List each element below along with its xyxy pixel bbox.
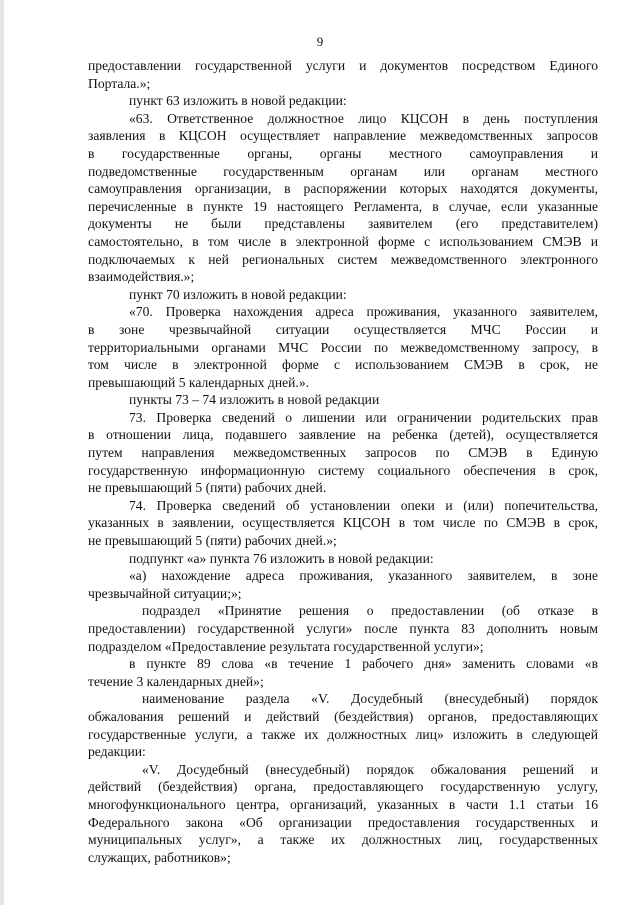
text-line: наименование раздела «V. Досудебный (внесудебный) порядок <box>142 691 598 707</box>
text-line: не превышающий 5 (пяти) рабочих дней. <box>88 480 327 496</box>
text-line: подразделом «Предоставление результата государственной услуги»; <box>88 638 484 654</box>
text-line: в отношении лица, подавшего заявление на ребенка (детей), осуществляется <box>88 427 598 443</box>
text-line: «а) нахождение адреса проживания, указанного заявителем, в зоне <box>129 568 598 584</box>
text-line: не превышающий 5 (пяти) рабочих дней.»; <box>88 533 337 549</box>
text-line: в пункте 89 слова «в течение 1 рабочего дня» заменить словами «в <box>129 656 598 672</box>
text-line: заявления в КЦСОН осуществляет направление межведомственных запросов <box>88 128 598 144</box>
text-line: Федерального закона «Об организации предоставления государственных и <box>88 814 598 830</box>
text-line: указанных в заявлении, осуществляется КЦСОН в том числе по СМЭВ в срок, <box>88 515 598 531</box>
text-line: 74. Проверка сведений об установлении опеки и (или) попечительства, <box>129 497 598 513</box>
text-line: предоставлении) государственной услуги» после пункта 83 дополнить новым <box>88 621 598 636</box>
text-line: пункты 73 – 74 изложить в новой редакции <box>129 392 380 408</box>
text-line: самостоятельно, в том числе в электронной форме с использованием СМЭВ и <box>88 233 598 249</box>
text-line: действий (бездействия) органа, предоставляющего государственную услугу, <box>88 779 598 795</box>
text-line: Портала.»; <box>88 75 151 91</box>
text-line: в государственные органы, органы местного самоуправления и <box>88 145 598 161</box>
text-line: подпункт «а» пункта 76 изложить в новой редакции: <box>129 550 434 566</box>
text-line: государственные услуги, а также их должностных лиц» изложить в следующей <box>88 726 598 742</box>
text-line: в зоне чрезвычайной ситуации осуществляется МЧС России и <box>88 321 598 337</box>
text-line: «63. Ответственное должностное лицо КЦСОН в день поступления <box>129 110 598 126</box>
text-line: документы не были представлены заявителем (его представителем) <box>88 216 598 232</box>
text-line: чрезвычайной ситуации;»; <box>88 585 242 601</box>
text-line: подключаемых к ней региональных систем межведомственного электронного <box>88 251 598 267</box>
text-line: взаимодействия.»; <box>88 269 195 285</box>
document-body <box>88 57 598 866</box>
text-line: обжалования решений и действий (бездействия) органов, предоставляющих <box>88 708 598 724</box>
text-line: путем направления межведомственных запросов по СМЭВ в Единую <box>88 445 598 461</box>
page-number: 9 <box>316 34 324 49</box>
text-line: «70. Проверка нахождения адреса проживания, указанного заявителем, <box>129 304 598 320</box>
text-line: пункт 63 изложить в новой редакции: <box>129 93 347 109</box>
scan-edge <box>0 0 4 905</box>
text-line: пункт 70 изложить в новой редакции: <box>129 286 347 302</box>
text-line: государственную информационную систему социального обеспечения в срок, <box>88 462 598 478</box>
text-line: территориальными органами МЧС России по межведомственному запросу, в <box>88 339 598 355</box>
text-line: течение 3 календарных дней»; <box>88 673 264 689</box>
text-line: перечисленные в пункте 19 настоящего Регламента, в случае, если указанные <box>88 198 598 214</box>
text-line: превышающий 5 календарных дней.». <box>88 374 310 390</box>
text-line: подраздел «Принятие решения о предоставлении (об отказе в <box>142 603 598 619</box>
text-line: редакции: <box>88 744 146 760</box>
text-line: многофункционального центра, организаций, указанных в части 1.1 статьи 16 <box>88 796 598 812</box>
text-line: служащих, работников»; <box>88 849 231 865</box>
text-line: муниципальных услуг», а также их должностных лиц, государственных <box>88 832 598 848</box>
text-line: том числе в электронной форме с использованием СМЭВ в срок, не <box>88 357 598 373</box>
text-line: предоставлении государственной услуги и документов посредством Единого <box>88 58 598 73</box>
text-line: самоуправления организации, в распоряжении которых находятся документы, <box>88 181 598 197</box>
text-line: 73. Проверка сведений о лишении или ограничении родительских прав <box>129 409 598 425</box>
text-line: «V. Досудебный (внесудебный) порядок обжалования решений и <box>142 761 598 777</box>
text-line: подведомственные государственным органам или органам местного <box>88 163 598 179</box>
